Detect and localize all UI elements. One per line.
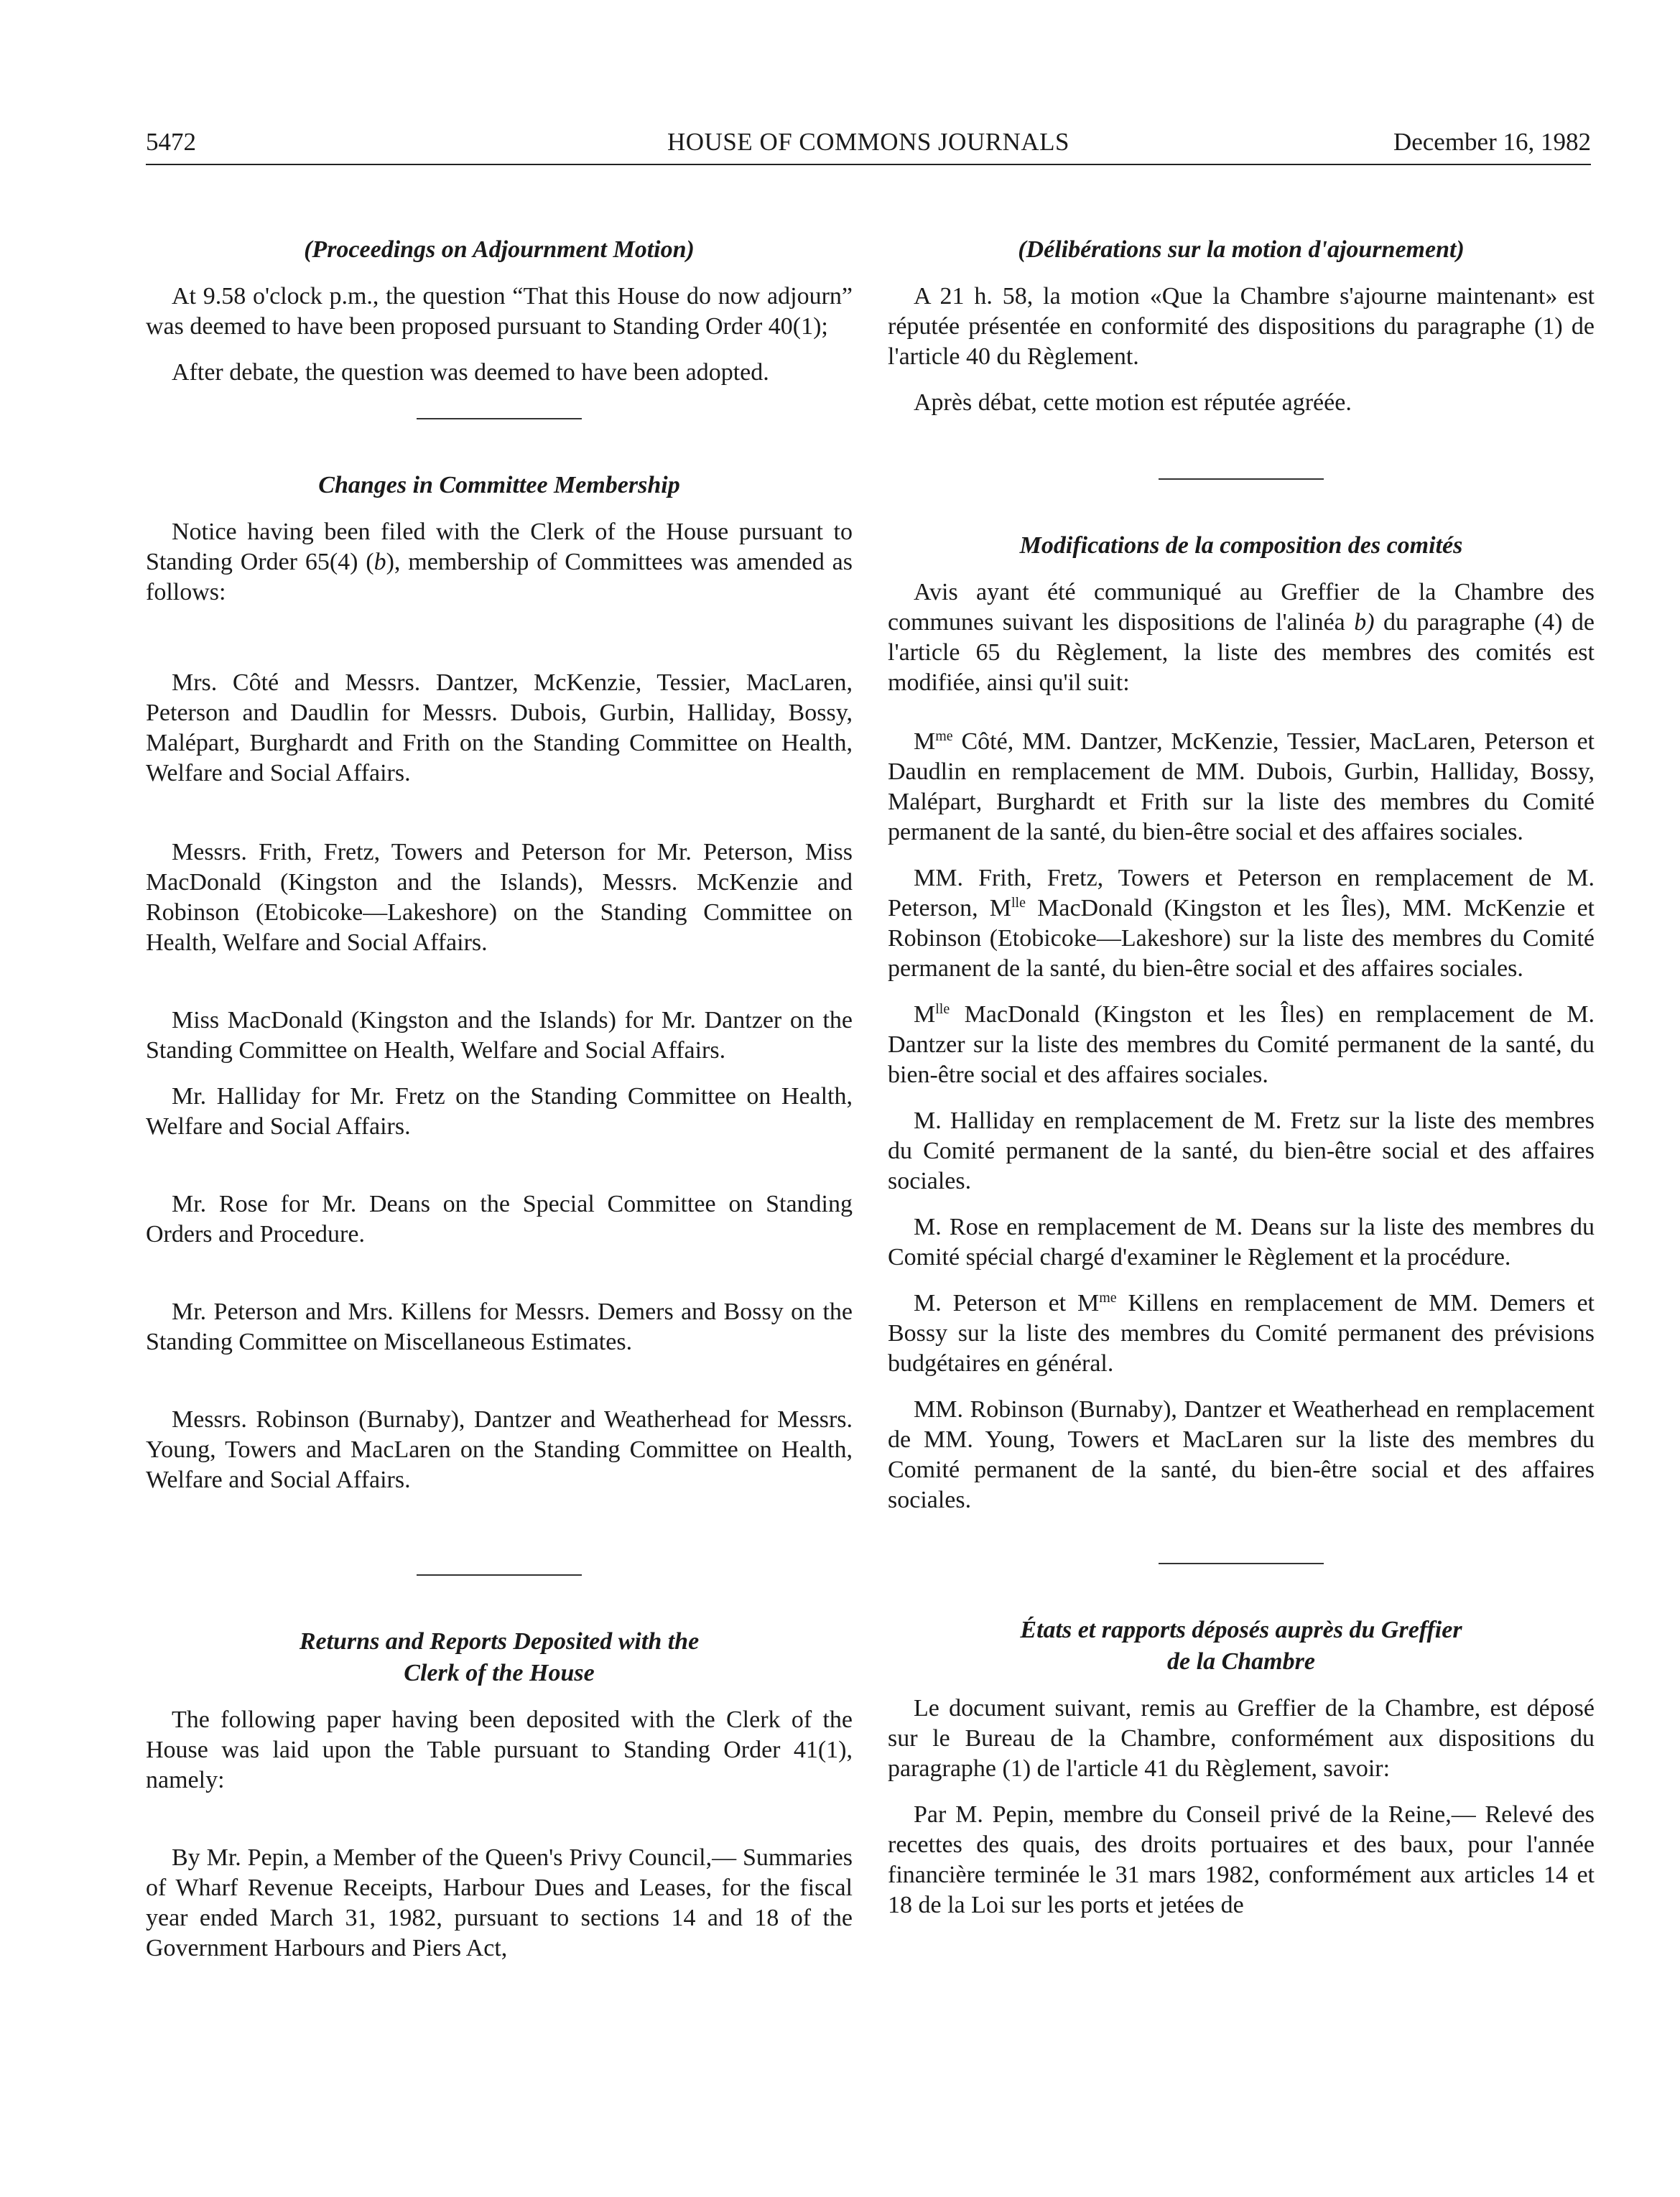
returns-paragraph-fr: Le document suivant, remis au Greffier de la Chambre, est déposé sur le Bureau de la Chambre, conformément aux dispositions du paragraphe (1) de l'article 41 du Règlement, savoir: [888, 1695, 1595, 1782]
journal-title: HOUSE OF COMMONS JOURNALS [667, 128, 1069, 156]
adjournment-title-fr: (Délibérations sur la motion d'ajournement) [1018, 236, 1465, 263]
committee-item-en: Messrs. Frith, Fretz, Towers and Peterson for Mr. Peterson, Miss MacDonald (Kingston and the Islands), Messrs. McKenzie and Robinson (Etobicoke—Lakeshore) on the Standing Committee on Health, Welfare and Social Affairs. [146, 839, 853, 956]
committee-item-en: Miss MacDonald (Kingston and the Islands) for Mr. Dantzer on the Standing Committee on Health, Welfare and Social Affairs. [146, 1007, 853, 1064]
returns-paper-fr: Par M. Pepin, membre du Conseil privé de la Reine,— Relevé des recettes des quais, des droits portuaires et des baux, pour l'année financière terminée le 31 mars 1982, conformément aux articles 14 et 18 de la Loi sur les ports et jetées de [888, 1801, 1595, 1918]
french-column [888, 234, 1595, 1920]
committee-item-fr: M. Peterson et $M^{me}$ Killens en remplacement de MM. Demers et Bossy sur la liste des membres du Comité permanent des prévisions budgétaires en général. [888, 1290, 1595, 1377]
adjournment-title-en: (Proceedings on Adjournment Motion) [304, 236, 695, 263]
adjournment-result-fr: Après débat, cette motion est réputée agréée. [914, 389, 1352, 416]
committee-item-en: Mrs. Côté and Messrs. Dantzer, McKenzie, Tessier, MacLaren, Peterson and Daudlin for Messrs. Dubois, Gurbin, Halliday, Bossy, Malépart, Burghardt and Frith on the Standing Committee on Health, Welfare and Social Affairs. [146, 669, 853, 786]
committee-item-en: Messrs. Robinson (Burnaby), Dantzer and Weatherhead for Messrs. Young, Towers and MacLaren on the Standing Committee on Health, Welfare and Social Affairs. [146, 1406, 853, 1493]
committee-item-fr: M. Rose en remplacement de M. Deans sur la liste des membres du Comité spécial chargé d'examiner le Règlement et la procédure. [888, 1214, 1595, 1271]
returns-paragraph-en: The following paper having been deposited with the Clerk of the House was laid upon the Table pursuant to Standing Order 41(1), namely: [146, 1706, 853, 1793]
committee-item-fr: M. Halliday en remplacement de M. Fretz sur la liste des membres du Comité permanent de la santé, du bien-être social et des affaires sociales. [888, 1107, 1595, 1194]
committee-title-fr: Modifications de la composition des comités [1019, 532, 1463, 559]
header-date: December 16, 1982 [1393, 128, 1591, 156]
committee-item-en: Mr. Peterson and Mrs. Killens for Messrs. Demers and Bossy on the Standing Committee on Miscellaneous Estimates. [146, 1299, 853, 1355]
adjournment-paragraph-en: At 9.58 o'clock p.m., the question “That this House do now adjourn” was deemed to have been proposed pursuant to Standing Order 40(1); [146, 283, 853, 340]
returns-paper-en: By Mr. Pepin, a Member of the Queen's Privy Council,— Summaries of Wharf Revenue Receipts, Harbour Dues and Leases, for the fiscal year ended March 31, 1982, pursuant to sections 14 and 18 of the Government Harbours and Piers Act, [146, 1844, 853, 1961]
committee-item-fr: $M^{me}$ Côté, MM. Dantzer, McKenzie, Tessier, MacLaren, Peterson et Daudlin en remplacement de MM. Dubois, Gurbin, Halliday, Bossy, Malépart, Burghardt et Frith sur la liste des membres du Comité permanent de la santé, du bien-être social et des affaires sociales. [888, 728, 1595, 845]
committee-item-fr: MM. Frith, Fretz, Towers et Peterson en remplacement de M. Peterson, $M^{lle}$ MacDonald (Kingston et les Îles), MM. McKenzie et Robinson (Etobicoke—Lakeshore) sur la liste des membres du Comité permanent de la santé, du bien-être social et des affaires sociales. [888, 865, 1595, 982]
committee-item-fr: MM. Robinson (Burnaby), Dantzer et Weatherhead en remplacement de MM. Young, Towers et MacLaren sur la liste des membres du Comité permanent de la santé, du bien-être social et des affaires sociales. [888, 1396, 1595, 1513]
returns-title-fr: États et rapports déposés auprès du Greffier de la Chambre [1020, 1617, 1462, 1675]
header-rule [146, 164, 1591, 165]
returns-title-en: Returns and Reports Deposited with the Clerk of the House [299, 1628, 700, 1686]
english-column [146, 234, 853, 1964]
adjournment-paragraph-fr: A 21 h. 58, la motion «Que la Chambre s'ajourne maintenant» est réputée présentée en conformité des dispositions du paragraphe (1) de l'article 40 du Règlement. [888, 283, 1595, 370]
adjournment-result-en: After debate, the question was deemed to have been adopted. [172, 359, 769, 386]
committee-notice-en: Notice having been filed with the Clerk of the House pursuant to Standing Order 65(4) (b), membership of Committees was amended as follows: [146, 519, 853, 605]
committee-notice-fr: Avis ayant été communiqué au Greffier de la Chambre des communes suivant les dispositions de l'alinéa b) du paragraphe (4) de l'article 65 du Règlement, la liste des membres des comités est modifiée, ainsi qu'il suit: [888, 579, 1595, 696]
page-number: 5472 [146, 128, 196, 156]
page-header [146, 126, 1591, 162]
committee-item-fr: $M^{lle}$ MacDonald (Kingston et les Îles) en remplacement de M. Dantzer sur la liste des membres du Comité permanent de la santé, du bien-être social et des affaires sociales. [888, 1001, 1595, 1088]
committee-title-en: Changes in Committee Membership [318, 472, 680, 498]
committee-item-en: Mr. Rose for Mr. Deans on the Special Committee on Standing Orders and Procedure. [146, 1191, 853, 1248]
committee-item-en: Mr. Halliday for Mr. Fretz on the Standing Committee on Health, Welfare and Social Affairs. [146, 1083, 853, 1140]
